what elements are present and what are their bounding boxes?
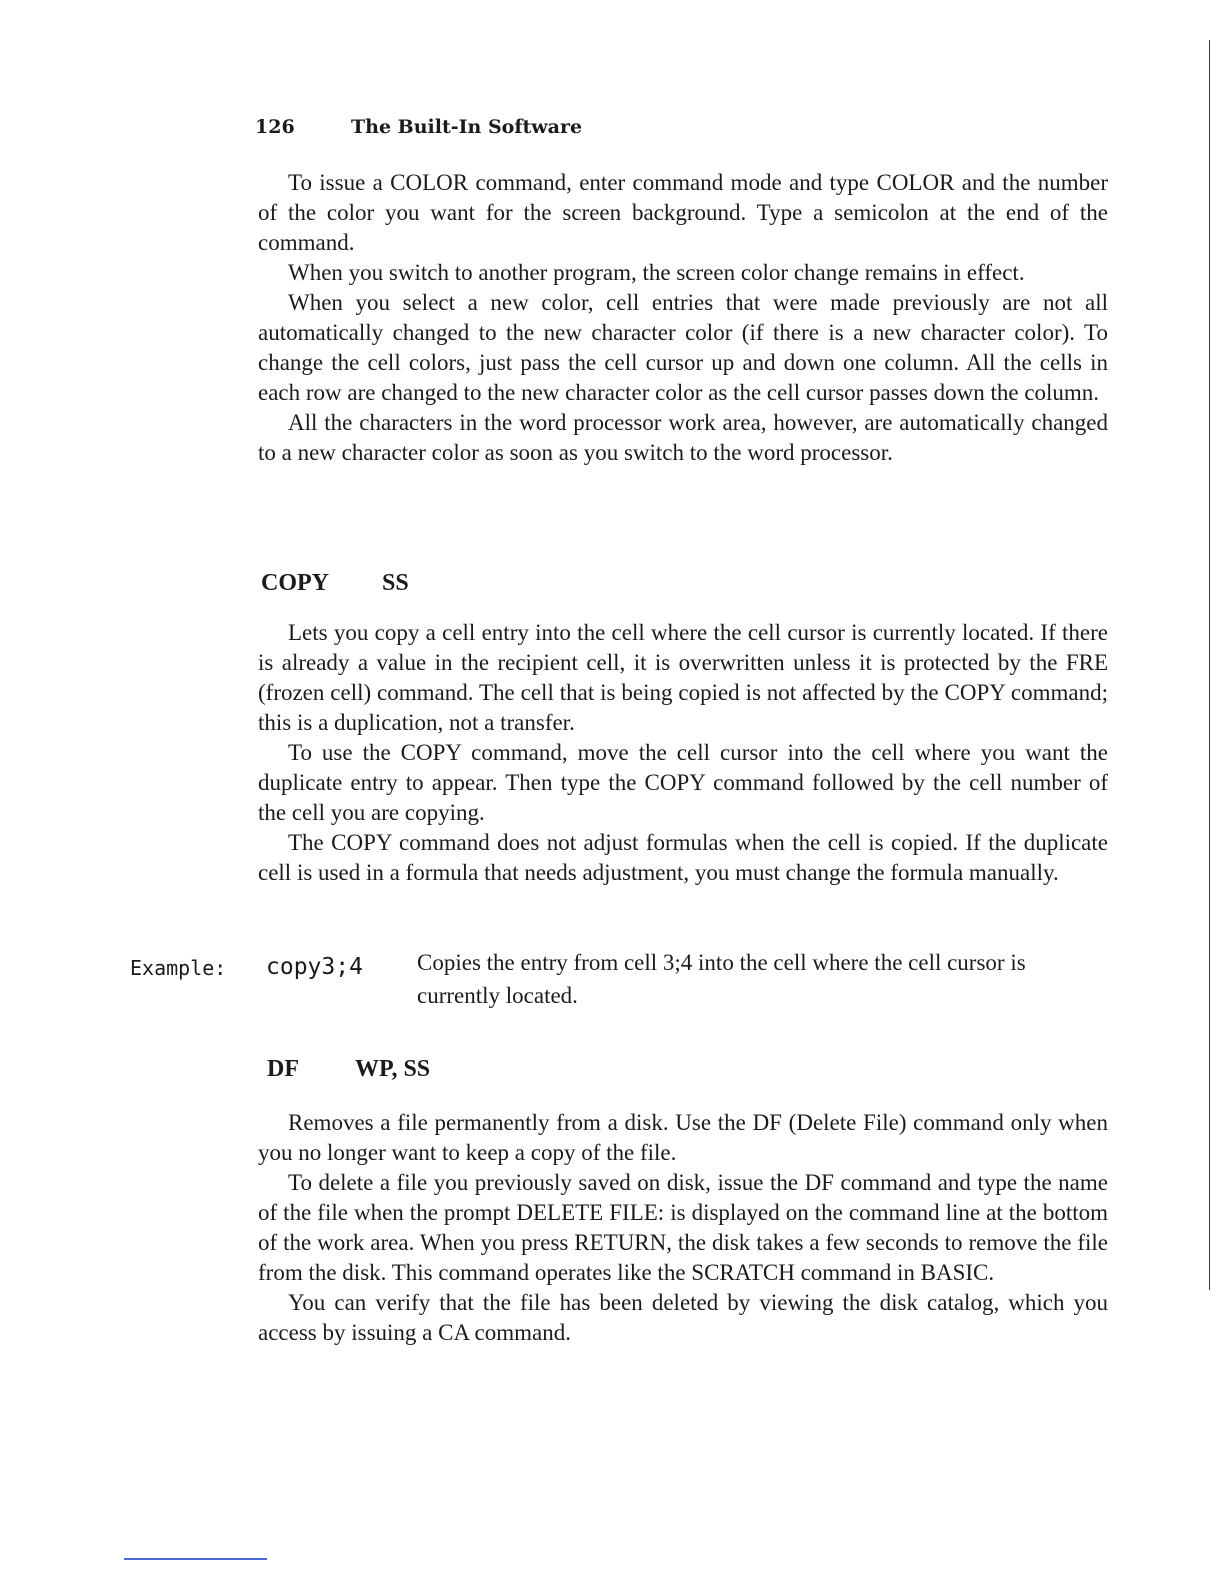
paragraph: You can verify that the file has been deleted by viewing the disk catalog, which you access by issuing a CA command. bbox=[258, 1290, 1108, 1345]
paragraph: When you switch to another program, the screen color change remains in effect. bbox=[288, 260, 1025, 285]
paragraph: To delete a file you previously saved on disk, issue the DF command and type the name of the file when the prompt DELETE FILE: is displayed on the command line at the bottom of the work area. When you press RETURN, the disk takes a few seconds to remove the file from the disk. This command operates like the SCRATCH command in BASIC. bbox=[258, 1170, 1108, 1285]
paragraph: Lets you copy a cell entry into the cell where the cell cursor is currently located. If there is already a value in the recipient cell, it is overwritten unless it is protected by the FRE (frozen cell) command. The cell that is being copied is not affected by the COPY command; this is a duplication, not a transfer. bbox=[258, 620, 1108, 735]
example-label: Example: bbox=[130, 956, 227, 980]
paragraph: To issue a COLOR command, enter command mode and type COLOR and the number of the color you want for the screen background. Type a semicolon at the end of the command. bbox=[258, 170, 1108, 255]
running-title: The Built-In Software bbox=[351, 116, 583, 138]
paragraph: When you select a new color, cell entries that were made previously are not all automatically changed to the new character color (if there is a new character color). To change the cell colors, just pass the cell cursor up and down one column. All the cells in each row are changed to the new character color as the cell cursor passes down the column. bbox=[258, 290, 1108, 405]
command-modes: WP, SS bbox=[355, 1056, 431, 1082]
paragraph: All the characters in the word processor work area, however, are automatically changed to a new character color as soon as you switch to the word processor. bbox=[258, 410, 1108, 465]
running-header bbox=[255, 116, 582, 138]
page-edge-line bbox=[1209, 40, 1210, 1290]
command-name: DF bbox=[267, 1056, 299, 1082]
df-section-heading bbox=[267, 1056, 430, 1083]
footer-rule bbox=[124, 1558, 267, 1560]
command-modes: SS bbox=[382, 570, 409, 596]
page-number: 126 bbox=[255, 116, 295, 138]
copy-section-body bbox=[258, 618, 1108, 888]
copy-section-heading bbox=[261, 570, 409, 597]
df-section-body bbox=[258, 1108, 1108, 1348]
example-code: copy3;4 bbox=[266, 954, 363, 980]
paragraph: To use the COPY command, move the cell cursor into the cell where you want the duplicate entry to appear. Then type the COPY command followed by the cell number of the cell you are copying. bbox=[258, 740, 1108, 825]
command-name: COPY bbox=[261, 570, 329, 596]
paragraph: The COPY command does not adjust formulas when the cell is copied. If the duplicate cell is used in a formula that needs adjustment, you must change the formula manually. bbox=[258, 830, 1108, 885]
paragraph: Removes a file permanently from a disk. Use the DF (Delete File) command only when you no longer want to keep a copy of the file. bbox=[258, 1110, 1108, 1165]
color-section-body bbox=[258, 168, 1108, 468]
example-description: Copies the entry from cell 3;4 into the cell where the cell cursor is currently located. bbox=[417, 950, 1026, 1008]
